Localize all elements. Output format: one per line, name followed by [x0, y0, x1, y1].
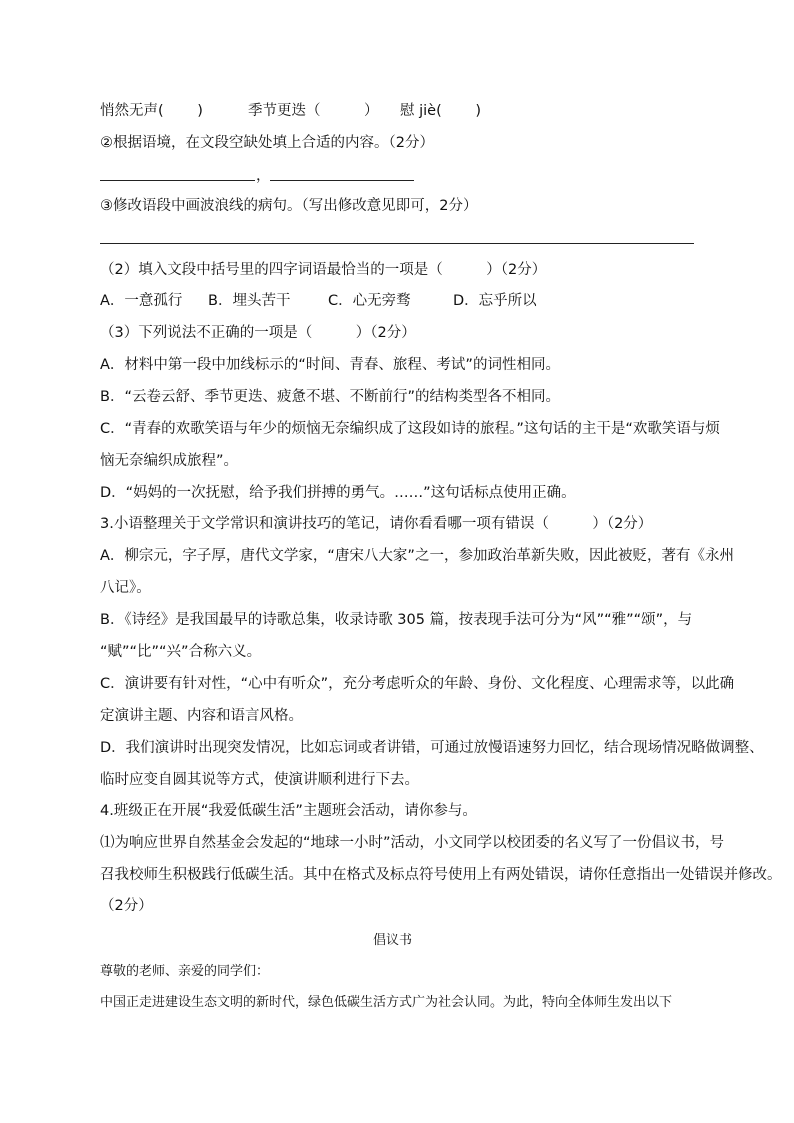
- letter-body-line1: 中国正走进建设生态文明的新时代，绿色低碳生活方式广为社会认同。为此，特向全体师生发出以下: [100, 995, 673, 1010]
- question-1-2: ②根据语境，在文段空缺处填上合适的内容。（2分）: [100, 135, 434, 151]
- item-qiaoran-wusheng: 悄然无声( ): [100, 103, 203, 119]
- question-3-option-c-line2: 恼无奈编织成旅程”。: [100, 453, 239, 469]
- question-4-option-b-line1: B．《诗经》是我国最早的诗歌总集，收录诗歌 305 篇，按表现手法可分为“风”“雅”“颂”，与: [100, 612, 693, 628]
- question-5-1-line3: （2分）: [100, 898, 153, 914]
- question-3-option-a: A．材料中第一段中加线标示的“时间、青春、旅程、考试”的词性相同。: [100, 357, 560, 373]
- question-4-option-a-line2: 八记》。: [100, 580, 151, 596]
- question-5-1-line2: 召我校师生积极践行低碳生活。其中在格式及标点符号使用上有两处错误，请你任意指出一处错误并修改。: [100, 867, 782, 883]
- option-c: C．心无旁骛: [328, 293, 411, 309]
- answer-blank-1[interactable]: [100, 180, 255, 181]
- answer-blank-3[interactable]: [100, 243, 694, 244]
- question-4-option-c-line1: C．演讲要有针对性，“心中有听众”，充分考虑听众的年龄、身份、文化程度、心理需求等，以此确: [100, 676, 735, 692]
- question-5-1-line1: ⑴为响应世界自然基金会发起的“地球一小时”活动，小文同学以校团委的名义写了一份倡议书，号: [100, 835, 725, 851]
- answer-blank-2[interactable]: [270, 180, 414, 181]
- option-a: A．一意孤行: [100, 293, 183, 309]
- question-2-stem: （2）填入文段中括号里的四字词语最恰当的一项是（ ）（2分）: [100, 262, 547, 278]
- blank-separator: ，: [256, 168, 271, 184]
- question-4-stem: 3.小语整理关于文学常识和演讲技巧的笔记，请你看看哪一项有错误（ ）（2分）: [100, 516, 653, 532]
- question-3-stem: （3）下列说法不正确的一项是（ ）（2分）: [100, 325, 416, 341]
- letter-salutation: 尊敬的老师、亲爱的同学们：: [100, 964, 270, 979]
- question-4-option-c-line2: 定演讲主题、内容和语言风格。: [100, 708, 303, 724]
- question-3-option-d: D．“妈妈的一次抚慰，给予我们拼搏的勇气。……”这句话标点使用正确。: [100, 485, 576, 501]
- question-3-option-b: B．“云卷云舒、季节更迭、疲惫不堪、不断前行”的结构类型各不相同。: [100, 389, 560, 405]
- item-jijie-gengdie: 季节更迭（ ）: [248, 103, 379, 119]
- letter-title: 倡议书: [373, 933, 413, 948]
- question-4-option-d-line1: D．我们演讲时出现突发情况，比如忘词或者讲错，可通过放慢语速努力回忆，结合现场情况略做调整、: [100, 740, 764, 756]
- question-3-option-c-line1: C．“青春的欢歌笑语与年少的烦恼无奈编织成了这段如诗的旅程。”这句话的主干是“欢歌笑语与烦: [100, 421, 720, 437]
- option-d: D．忘乎所以: [453, 293, 537, 309]
- question-1-3: ③修改语段中画波浪线的病句。（写出修改意见即可，2分）: [100, 198, 478, 214]
- question-4-option-b-line2: “赋”“比”“兴”合称六义。: [100, 644, 262, 660]
- option-b: B．埋头苦干: [208, 293, 291, 309]
- item-wei-jie: 慰 jiè( ): [400, 103, 482, 119]
- question-4-option-d-line2: 临时应变自圆其说等方式，使演讲顺利进行下去。: [100, 772, 419, 788]
- question-5-stem: 4.班级正在开展“我爱低碳生活”主题班会活动，请你参与。: [100, 803, 477, 819]
- question-4-option-a-line1: A．柳宗元，字子厚，唐代文学家，“唐宋八大家”之一，参加政治革新失败，因此被贬，著有《永州: [100, 548, 734, 564]
